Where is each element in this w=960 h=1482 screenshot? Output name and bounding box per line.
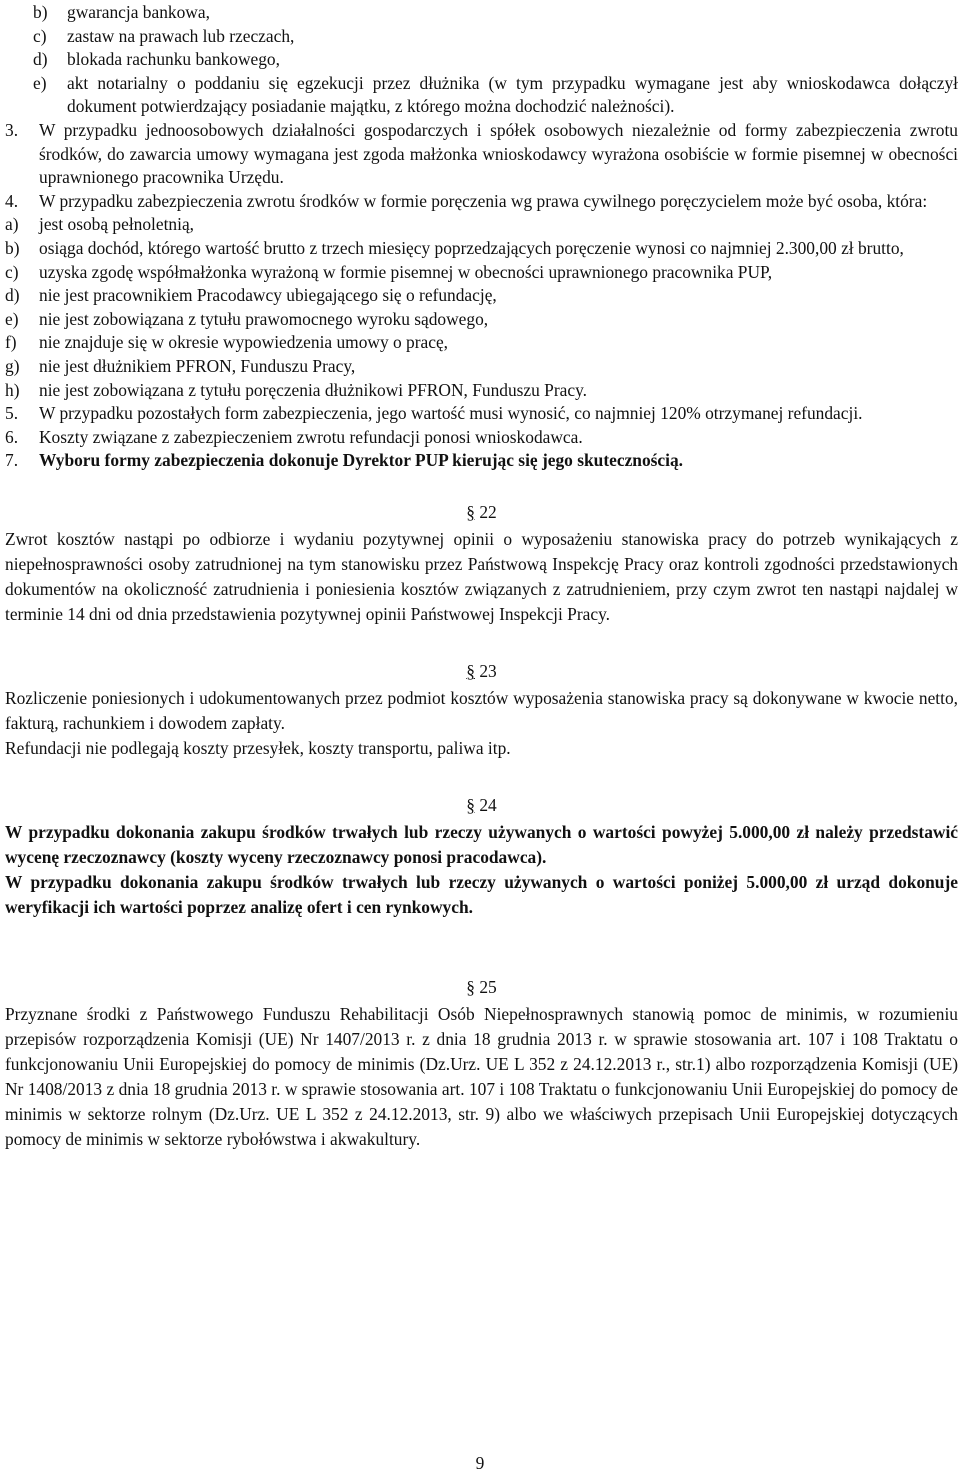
point-5 <box>5 402 958 426</box>
section-number: 25 <box>479 976 497 997</box>
list-item <box>5 308 958 332</box>
list-item <box>5 25 958 49</box>
list-item <box>5 48 958 72</box>
list-item-label: d) <box>33 49 48 70</box>
list-item-text: nie znajduje się w okresie wypowiedzenia umowy o pracę, <box>39 332 449 353</box>
point-text: W przypadku zabezpieczenia zwrotu środków w formie poręczenia wg prawa cywilnego poręczycielem może być osoba, która: <box>39 190 928 211</box>
list-item <box>5 72 958 119</box>
section-22-text: Zwrot kosztów nastąpi po odbiorze i wydaniu pozytywnej opinii o wyposażeniu stanowiska pracy do potrzeb wynikających z niepełnosprawności osoby zatrudnionej na tym stanowisku przez Państwową Inspekcję Pracy oraz kontroli zgodności przedstawionych dokumentów na okoliczność zatrudnienia i poniesienia kosztów związanych z zatrudnieniem, przy czym zwrot ten nastąpi najdalej w terminie 14 dni od dnia przedstawienia pozytywnej opinii Państwowej Inspekcji Pracy. <box>5 529 958 625</box>
section-25-text: Przyznane środki z Państwowego Funduszu Rehabilitacji Osób Niepełnosprawnych stanowią pomoc de minimis, w rozumieniu przepisów rozporządzenia Komisji (UE) Nr 1407/2013 r. z dnia 18 grudnia 2013 r. w sprawie stosowania art. 107 i 108 Traktatu o funkcjonowaniu Unii Europejskiej do pomocy de minimis (Dz.Urz. UE L 352 z 24.12.2013 r., str.1) albo rozporządzenia Komisji (UE) Nr 1408/2013 z dnia 18 grudnia 2013 r. w sprawie stosowania art. 107 i 108 Traktatu o funkcjonowaniu Unii Europejskiej do pomocy de minimis w sektorze rolnym (Dz.Urz. UE L 352 z 24.12.2013, str. 9) albo we właściwych przepisach Unii Europejskiej dotyczących pomocy de minimis w sektorze rybołówstwa i akwakultury. <box>5 1004 958 1150</box>
list-item-text: gwarancja bankowa, <box>67 2 210 22</box>
list-item <box>5 379 958 403</box>
list-item-text: jest osobą pełnoletnią, <box>39 214 195 235</box>
section-heading-25 <box>5 976 958 1000</box>
list-item <box>5 355 958 379</box>
document-page <box>5 0 958 1152</box>
list-item-label: f) <box>5 332 17 353</box>
list-item-label: g) <box>5 355 20 376</box>
list-item-label: d) <box>5 285 20 306</box>
security-forms-list <box>5 0 958 119</box>
point-text: Wyboru formy zabezpieczenia dokonuje Dyrektor PUP kierując się jego skutecznością. <box>39 450 684 471</box>
list-item-text: nie jest zobowiązana z tytułu poręczenia dłużnikowi PFRON, Funduszu Pracy. <box>39 379 587 400</box>
list-item-text: osiąga dochód, którego wartość brutto z trzech miesięcy poprzedzających poręczenie wynosi co najmniej 2.300,00 zł brutto, <box>39 237 904 258</box>
point-6 <box>5 426 958 450</box>
point-text: Koszty związane z zabezpieczeniem zwrotu refundacji ponosi wnioskodawca. <box>39 426 583 447</box>
list-item <box>5 331 958 355</box>
list-item-label: a) <box>5 214 19 235</box>
point-7 <box>5 449 958 473</box>
point-label: 4. <box>5 190 19 211</box>
list-item-text: nie jest zobowiązana z tytułu prawomocnego wyroku sądowego, <box>39 308 489 329</box>
section-heading-23 <box>5 660 958 684</box>
section-symbol: § <box>466 501 475 522</box>
list-item-label: b) <box>33 2 48 22</box>
list-item-text: blokada rachunku bankowego, <box>67 49 280 70</box>
section-number: 24 <box>479 795 497 816</box>
list-item <box>5 1 958 25</box>
point-label: 7. <box>5 450 19 471</box>
section-heading-22 <box>5 501 958 525</box>
point-label: 6. <box>5 426 19 447</box>
guarantor-conditions-list <box>5 213 958 402</box>
section-symbol: § <box>466 661 475 682</box>
list-item-text: akt notarialny o poddaniu się egzekucji przez dłużnika (w tym przypadku wymagane jest aby wnioskodawca dołączył dokument potwierdzający posiadanie majątku, z którego można dochodzić należności). <box>67 72 958 117</box>
section-24-text-1: W przypadku dokonania zakupu środków trwałych lub rzeczy używanych o wartości powyżej 5.000,00 zł należy przedstawić wycenę rzeczoznawcy (koszty wyceny rzeczoznawcy ponosi pracodawca). <box>5 821 958 867</box>
list-item-label: e) <box>33 72 47 93</box>
list-item <box>5 261 958 285</box>
list-item-text: nie jest dłużnikiem PFRON, Funduszu Pracy, <box>39 355 356 376</box>
point-label: 5. <box>5 403 19 424</box>
list-item-text: nie jest pracownikiem Pracodawcy ubiegającego się o refundację, <box>39 285 497 306</box>
point-4 <box>5 190 958 214</box>
section-24-text-2: W przypadku dokonania zakupu środków trwałych lub rzeczy używanych o wartości poniżej 5.000,00 zł urząd dokonuje weryfikacji ich wartości poprzez analizę ofert i cen rynkowych. <box>5 871 958 917</box>
page-number: 9 <box>475 1453 485 1473</box>
point-text: W przypadku jednoosobowych działalności gospodarczych i spółek osobowych niezależnie od formy zabezpieczenia zwrotu środków, do zawarcia umowy wymagana jest zgoda małżonka wnioskodawcy wyrażona osobiście w formie pisemnej w obecności uprawnionego pracownika Urzędu. <box>39 119 958 188</box>
section-23-text-1: Rozliczenie poniesionych i udokumentowanych przez podmiot kosztów wyposażenia stanowiska pracy są dokonywane w kwocie netto, fakturą, rachunkiem i dowodem zapłaty. <box>5 688 958 734</box>
section-23-text-2: Refundacji nie podlegają koszty przesyłek, koszty transportu, paliwa itp. <box>5 738 511 759</box>
list-item-text: uzyska zgodę współmałżonka wyrażoną w formie pisemnej w obecności uprawnionego pracownika PUP, <box>39 261 773 282</box>
list-item <box>5 213 958 237</box>
list-item-label: h) <box>5 379 20 400</box>
list-item-text: zastaw na prawach lub rzeczach, <box>67 25 295 46</box>
section-number: 22 <box>479 501 497 522</box>
section-number: 23 <box>479 661 497 682</box>
section-heading-24 <box>5 794 958 818</box>
list-item-label: b) <box>5 237 20 258</box>
point-label: 3. <box>5 119 19 140</box>
list-item <box>5 284 958 308</box>
point-3 <box>5 119 958 190</box>
list-item-label: c) <box>5 261 19 282</box>
section-symbol: § <box>466 795 475 816</box>
list-item-label: c) <box>33 25 47 46</box>
list-item <box>5 237 958 261</box>
point-text: W przypadku pozostałych form zabezpieczenia, jego wartość musi wynosić, co najmniej 120% otrzymanej refundacji. <box>39 403 863 424</box>
list-item-label: e) <box>5 308 19 329</box>
section-symbol: § <box>466 976 475 997</box>
